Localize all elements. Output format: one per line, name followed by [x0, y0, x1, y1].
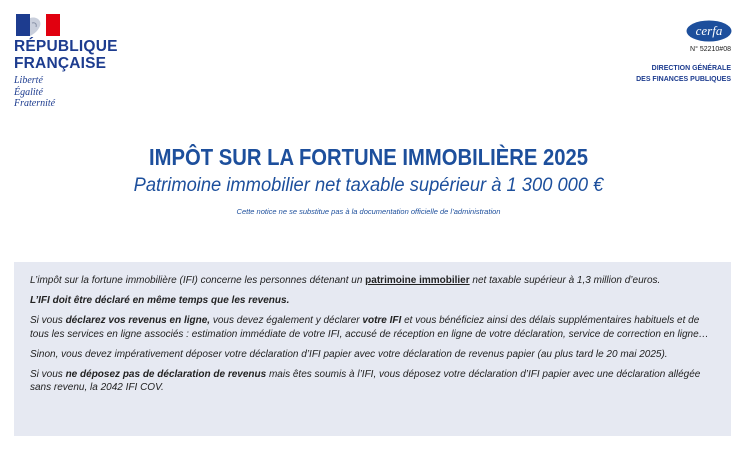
notice-p5-c: mais êtes soumis à l’IFI, vous déposez votre déclaration d’IFI papier avec une déclaration allégée sans revenu, la 2042 IFI COV.: [30, 369, 701, 394]
motto-egalite: Égalité: [14, 86, 43, 98]
disclaimer-text: Cette notice ne se substitue pas à la documentation officielle de l’administration: [236, 207, 501, 216]
notice-paragraph-2: [30, 294, 715, 307]
motto-liberte: Liberté: [14, 75, 43, 86]
notice-p3-c: vous devez également y déclarer: [210, 315, 363, 327]
notice-p3-bold-online: déclarez vos revenus en ligne,: [65, 315, 211, 327]
direction-generale: [636, 63, 731, 85]
page-subtitle: Patrimoine immobilier net taxable supérieur à 1 300 000 €: [133, 174, 604, 196]
republic-motto: [14, 75, 55, 110]
francaise-text: FRANÇAISE: [14, 55, 107, 72]
notice-p5-bold: ne déposez pas de déclaration de revenus: [65, 369, 267, 381]
notice-p3-bold-ifi: votre IFI: [362, 315, 402, 327]
notice-paragraph-3: [30, 314, 715, 340]
notice-p2-bold: L’IFI doit être déclaré en même temps que les revenus.: [30, 295, 290, 307]
notice-p1-text: L’impôt sur la fortune immobilière (IFI) concerne les personnes détenant un: [30, 275, 366, 286]
notice-paragraph-1: [30, 274, 715, 287]
patrimoine-immobilier-emphasis: patrimoine immobilier: [365, 275, 470, 286]
notice-box: [14, 262, 731, 436]
notice-paragraph-4: [30, 348, 715, 361]
notice-p4-text: Sinon, vous devez impérativement déposer votre déclaration d’IFI papier avec votre déclaration de revenus papier (au plus tard le 20 mai 2025).: [30, 348, 668, 360]
cerfa-number: N° 52210#08: [690, 46, 731, 53]
motto-fraternite: Fraternité: [14, 98, 56, 109]
cerfa-logo: [686, 20, 732, 42]
republique-text: RÉPUBLIQUE: [14, 38, 118, 55]
notice-paragraph-5: [30, 368, 715, 394]
cerfa-logo-text: cerfa: [695, 23, 723, 38]
page-title: IMPÔT SUR LA FORTUNE IMMOBILIÈRE 2025: [149, 144, 588, 170]
republique-francaise-name: [14, 38, 118, 72]
notice-p1-text-end: net taxable supérieur à 1,3 million d’euros.: [469, 275, 661, 286]
notice-p3-a: Si vous: [30, 315, 66, 327]
direction-line-2: DES FINANCES PUBLIQUES: [636, 76, 731, 83]
direction-line-1: DIRECTION GÉNÉRALE: [651, 65, 731, 72]
notice-p3-e: et vous bénéficiez ainsi des délais supplémentaires habituels et de tous les services en ligne associés : estimation immédiate de votre IFI, accusé de réception en ligne de votre déclaration, service de correction en ligne…: [30, 315, 709, 340]
marianne-logo-icon: [16, 14, 60, 36]
notice-p5-a: Si vous: [30, 369, 66, 381]
